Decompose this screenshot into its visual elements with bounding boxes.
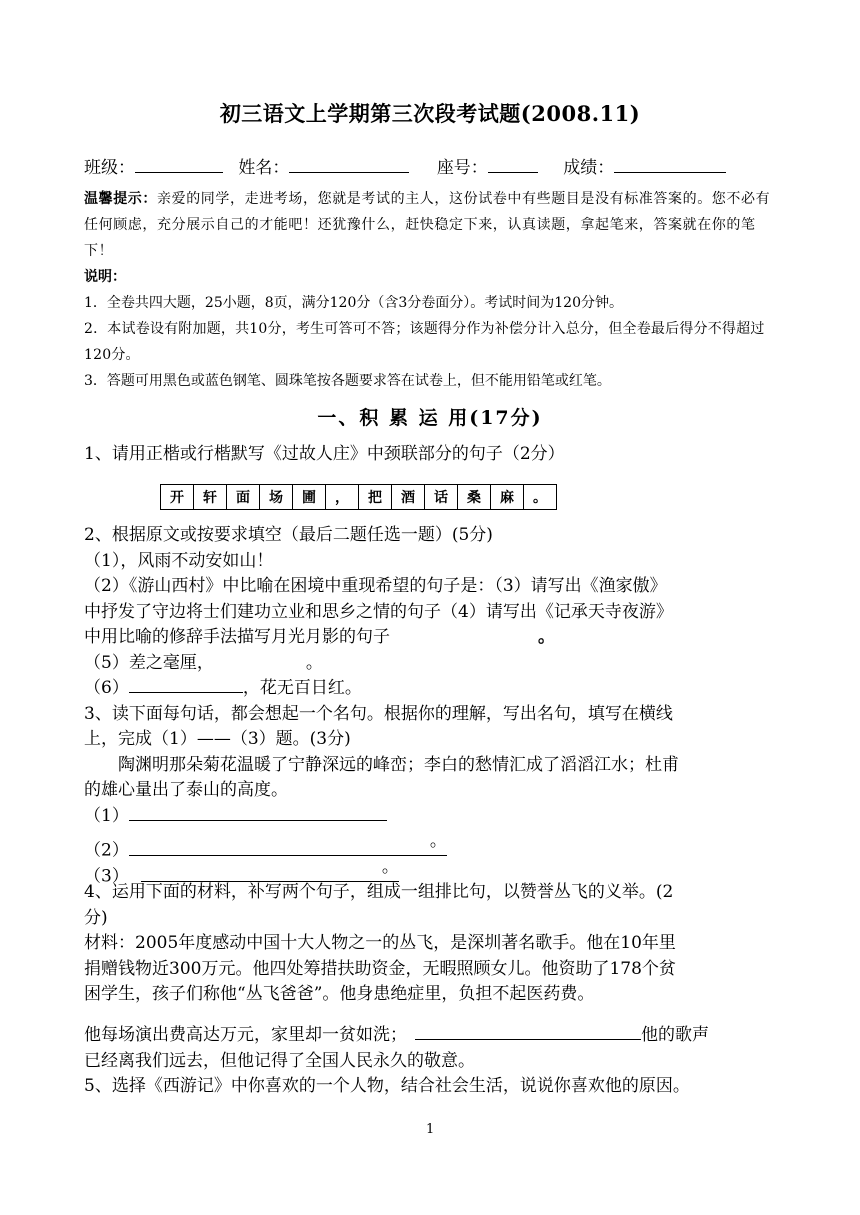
score-blank[interactable]: [614, 156, 726, 173]
q2-item-4: 中用比喻的修辞手法描写月光月影的句子 。: [84, 627, 555, 647]
q2-item-2: （2）《游山西村》中比喻在困境中重现希望的句子是：（3）请写出《渔家傲》: [84, 576, 667, 596]
answer-cell: 桑: [458, 485, 491, 510]
answer-cell: 圃: [293, 485, 326, 510]
question-3: 3、读下面每句话，都会想起一个名句。根据你的理解，写出名句，填写在横线: [84, 704, 673, 724]
name-label: 姓名：: [238, 158, 290, 178]
tip-label: 温馨提示：: [84, 191, 157, 207]
q4-material-cont: 捐赠钱物近300万元。他四处筹措扶助资金，无暇照顾女儿。他资助了178个贫: [84, 959, 676, 979]
q4-material-cont: 困学生，孩子们称他“丛飞爸爸”。他身患绝症里，负担不起医药费。: [84, 984, 595, 1004]
answer-cell: 把: [359, 485, 392, 510]
q2-item-2-cont: 中抒发了守边将士们建功立业和思乡之情的句子（4）请写出《记承天寺夜游》: [84, 602, 673, 622]
student-info-row: [84, 153, 726, 178]
class-blank[interactable]: [135, 156, 223, 173]
blank-line[interactable]: 。: [141, 855, 399, 882]
q3-passage: 陶渊明那朵菊花温暖了宁静深远的峰峦；李白的愁情汇成了滔滔江水；杜甫: [118, 755, 679, 775]
q3-answer-2: （2） 。: [84, 831, 447, 861]
blank-line[interactable]: [129, 692, 243, 693]
q3-answer-3: （3） 。: [84, 857, 399, 887]
question-2: 2、根据原文或按要求填空（最后二题任选一题）(5分): [84, 525, 493, 545]
question-4-cont: 分): [84, 908, 108, 928]
q2-item-1: （1），风雨不动安如山！: [84, 551, 274, 571]
class-label: 班级：: [84, 158, 135, 178]
answer-cell: 场: [260, 485, 293, 510]
answer-cell: 轩: [194, 485, 227, 510]
answer-cell: 。: [524, 485, 557, 510]
answer-cell: 麻: [491, 485, 524, 510]
question-5: 5、选择《西游记》中你喜欢的一个人物，结合社会生活，说说你喜欢他的原因。: [84, 1076, 690, 1096]
blank-line[interactable]: 。: [129, 829, 447, 856]
question-3-cont: 上，完成（1）——（3）题。(3分): [84, 729, 351, 749]
answer-cell: 开: [161, 485, 194, 510]
answer-cell: ，: [326, 485, 359, 510]
q4-answer-line: 他每场演出费高达万元，家里却一贫如洗； 他的歌声: [84, 1025, 709, 1045]
answer-cell: 话: [425, 485, 458, 510]
seat-label: 座号：: [436, 158, 488, 178]
notes-label: 说明：: [84, 269, 126, 285]
name-blank[interactable]: [289, 156, 409, 173]
q3-passage-cont: 的雄心量出了泰山的高度。: [84, 780, 288, 800]
answer-cell: 面: [227, 485, 260, 510]
note-item: 2．本试卷设有附加题，共10分，考生可答可不答；该题得分作为补偿分计入总分，但全卷最后得分不得超过120分。: [84, 321, 765, 363]
question-4: 4、运用下面的材料，补写两个句子，组成一组排比句，以赞誉丛飞的义举。(2: [84, 882, 674, 902]
answer-grid: [160, 484, 557, 510]
tip-text: 亲爱的同学，走进考场，您就是考试的主人，这份试卷中有些题目是没有标准答案的。您不必有任何顾虑，充分展示自己的才能吧！还犹豫什么，赶快稳定下来，认真读题，拿起笔来，答案就在你的笔下！: [84, 191, 771, 259]
score-label: 成绩：: [563, 158, 615, 178]
answer-cell: 酒: [392, 485, 425, 510]
blank-line[interactable]: [129, 820, 387, 821]
q4-answer-cont: 已经离我们远去，但他记得了全国人民永久的敬意。: [84, 1051, 475, 1071]
q4-material: 材料：2005年度感动中国十大人物之一的丛飞，是深圳著名歌手。他在10年里: [84, 933, 676, 953]
q3-answer-1: （1）: [84, 804, 784, 830]
blank-line[interactable]: [415, 1039, 641, 1040]
page-title: 初三语文上学期第三次段考试题(2008.11): [219, 101, 641, 126]
seat-blank[interactable]: [488, 156, 538, 173]
tip-paragraph: [84, 186, 784, 264]
note-item: 3．答题可用黑色或蓝色钢笔、圆珠笔按各题要求答在试卷上，但不能用铅笔或红笔。: [84, 373, 611, 389]
section-heading: 一、积 累 运 用(17分): [317, 407, 543, 429]
note-item: 1．全卷共四大题，25小题，8页，满分120分（含3分卷面分）。考试时间为120分钟。: [84, 295, 623, 311]
q2-item-6: （6） ，花无百日红。: [84, 678, 362, 698]
q2-item-5: （5）差之毫厘， 。: [84, 653, 323, 673]
page-number: 1: [426, 1122, 435, 1137]
question-1: 1、请用正楷或行楷默写《过故人庄》中颈联部分的句子（2分）: [84, 444, 565, 464]
